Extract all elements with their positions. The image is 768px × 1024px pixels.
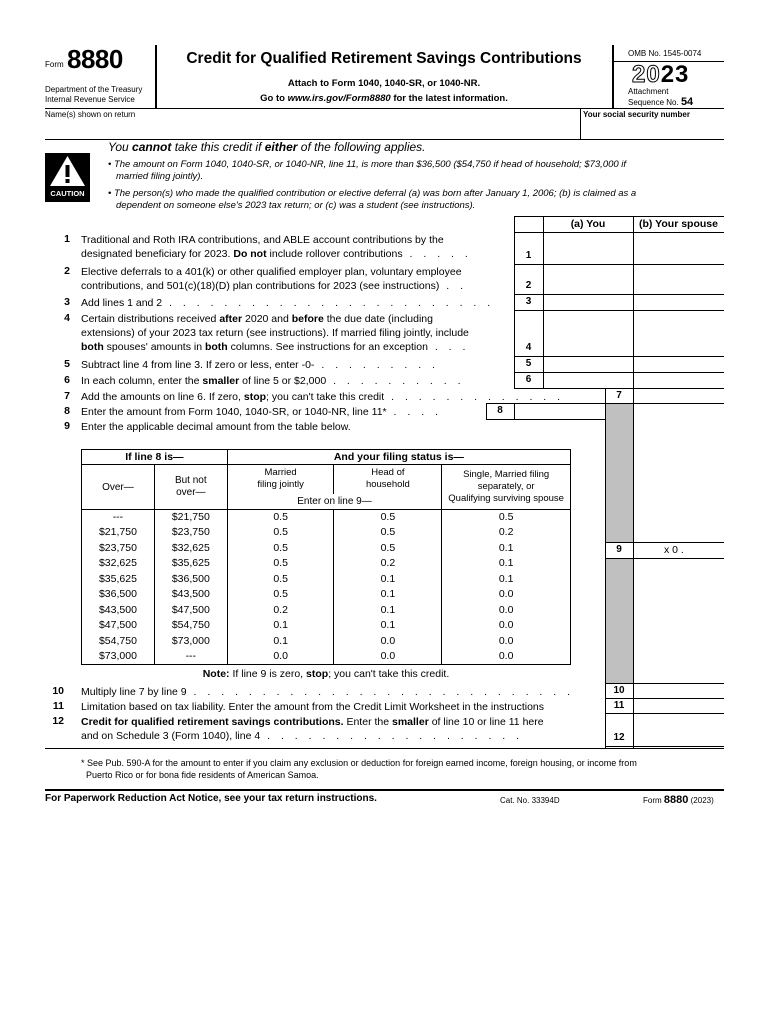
- box-number-12: 12: [613, 732, 625, 743]
- line10-field[interactable]: [634, 684, 723, 697]
- dept-treasury: Department of the Treasury: [45, 85, 143, 94]
- line-number-6: 6: [64, 374, 70, 386]
- ssn-label: Your social security number: [583, 110, 690, 119]
- table-cell: $21,750: [82, 525, 155, 541]
- box-number-3: 3: [525, 296, 532, 307]
- col-mfj: Married filing jointly: [227, 465, 334, 494]
- col-over: Over—: [82, 465, 155, 510]
- table-cell: ---: [82, 510, 155, 526]
- attach-instruction: Attach to Form 1040, 1040-SR, or 1040-NR.: [287, 78, 481, 89]
- column-header-you: (a) You: [570, 218, 606, 230]
- box-number-9: 9: [616, 544, 622, 555]
- table-cell: 0.2: [442, 525, 571, 541]
- line-number-4: 4: [64, 312, 70, 324]
- table-cell: 0.1: [227, 634, 334, 650]
- table-head-if: If line 8 is—: [82, 450, 228, 465]
- line6-text: In each column, enter the smaller of line 5 or $2,000 . . . . . . . . . .: [81, 375, 465, 387]
- line-number-10: 10: [52, 685, 64, 697]
- line-number-2: 2: [64, 265, 70, 277]
- table-cell: $47,500: [154, 603, 227, 619]
- line1-you-field[interactable]: [544, 233, 632, 263]
- table-cell: 0.5: [227, 572, 334, 588]
- col-hoh: Head of household: [334, 465, 442, 494]
- goto-instruction: Go to www.irs.gov/Form8880 for the latest information.: [260, 93, 508, 104]
- enter-on-line9: Enter on line 9—: [227, 494, 442, 510]
- omb-number: OMB No. 1545-0074: [628, 49, 702, 58]
- table-cell: 0.0: [442, 587, 571, 603]
- table-cell: 0.1: [442, 556, 571, 572]
- table-cell: $36,500: [154, 572, 227, 588]
- line9-field[interactable]: x 0 .: [664, 544, 684, 556]
- table-cell: 0.5: [227, 525, 334, 541]
- line12-field[interactable]: [634, 714, 723, 745]
- table-cell: 0.5: [227, 541, 334, 557]
- box-number-1: 1: [525, 250, 532, 261]
- sequence-label: Sequence No. 54: [628, 96, 694, 108]
- table-cell: $73,000: [82, 649, 155, 665]
- line4-text: Certain distributions received after 2020 and before the due date (including extensions) of your 2023 tax return (see instructions). If married filing jointly, include both spouses' amounts in both columns. See instructions for an exception . . .: [81, 313, 470, 353]
- table-cell: ---: [154, 649, 227, 665]
- table-cell: $43,500: [82, 603, 155, 619]
- line5-text: Subtract line 4 from line 3. If zero or less, enter -0- . . . . . . . . .: [81, 359, 439, 371]
- tax-year: 2023: [632, 61, 690, 88]
- table-cell: $73,000: [154, 634, 227, 650]
- table-note: Note: If line 9 is zero, stop; you can't take this credit.: [202, 668, 450, 680]
- table-cell: 0.0: [442, 634, 571, 650]
- table-cell: $43,500: [154, 587, 227, 603]
- table-row: [82, 649, 571, 665]
- line9-text: Enter the applicable decimal amount from the table below.: [81, 421, 351, 433]
- table-row: [82, 618, 571, 634]
- table-cell: 0.5: [334, 541, 442, 557]
- box-number-6: 6: [525, 374, 532, 385]
- line-number-5: 5: [64, 358, 70, 370]
- table-cell: $23,750: [154, 525, 227, 541]
- paperwork-notice: For Paperwork Reduction Act Notice, see your tax return instructions.: [45, 793, 377, 804]
- line6-spouse-field[interactable]: [634, 373, 723, 387]
- col-butnot: But not over—: [154, 465, 227, 510]
- table-cell: $32,625: [82, 556, 155, 572]
- irs-url-link[interactable]: www.irs.gov/Form8880: [287, 93, 391, 104]
- caution-icon: CAUTION: [45, 153, 90, 202]
- table-cell: 0.0: [442, 603, 571, 619]
- line1-text: Traditional and Roth IRA contributions, and ABLE account contributions by the designated beneficiary for 2023. Do not include rollover contributions . . . . .: [81, 234, 472, 260]
- table-cell: 0.5: [227, 510, 334, 526]
- caution-lead: You cannot take this credit if either of the following applies.: [108, 140, 426, 154]
- table-cell: 0.0: [442, 618, 571, 634]
- names-label: Name(s) shown on return: [45, 110, 136, 119]
- table-cell: 0.0: [442, 649, 571, 665]
- line12-text: Credit for qualified retirement savings contributions. Enter the smaller of line 10 or line 11 here and on Schedule 3 (Form 1040), line 4 . . . . . . . . . . . . . . . . . . .: [81, 716, 544, 742]
- line-number-3: 3: [64, 296, 70, 308]
- table-cell: 0.5: [227, 587, 334, 603]
- form-title: Credit for Qualified Retirement Savings Contributions: [186, 50, 582, 67]
- table-row: [82, 556, 571, 572]
- table-cell: 0.2: [227, 603, 334, 619]
- table-cell: 0.1: [442, 541, 571, 557]
- table-cell: 0.1: [227, 618, 334, 634]
- line6-you-field[interactable]: [544, 373, 632, 387]
- table-row: [82, 603, 571, 619]
- table-cell: $32,625: [154, 541, 227, 557]
- table-row: [82, 587, 571, 603]
- box-number-10: 10: [613, 685, 625, 696]
- line7-text: Add the amounts on line 6. If zero, stop; you can't take this credit . . . . . . . . . . . . .: [81, 391, 565, 403]
- line2-text: Elective deferrals to a 401(k) or other qualified employer plan, voluntary employee contributions, and 501(c)(18)(D) plan contributions for 2023 (see instructions) . .: [81, 266, 468, 292]
- line4-you-field[interactable]: [544, 311, 632, 355]
- line5-you-field[interactable]: [544, 357, 632, 371]
- table-cell: 0.1: [334, 603, 442, 619]
- line-number-8: 8: [64, 405, 70, 417]
- box-number-4: 4: [525, 342, 532, 353]
- line11-text: Limitation based on tax liability. Enter the amount from the Credit Limit Worksheet in the instructions: [81, 701, 544, 713]
- line11-field[interactable]: [634, 699, 723, 712]
- attachment-label: Attachment: [628, 87, 669, 96]
- table-cell: 0.1: [334, 618, 442, 634]
- line2-you-field[interactable]: [544, 265, 632, 293]
- line1-spouse-field[interactable]: [634, 233, 723, 263]
- table-cell: $35,625: [82, 572, 155, 588]
- table-cell: 0.5: [442, 510, 571, 526]
- table-row: [82, 634, 571, 650]
- form-number: 8880: [67, 44, 123, 74]
- table-cell: 0.1: [442, 572, 571, 588]
- box-number-5: 5: [525, 358, 532, 369]
- line-number-1: 1: [64, 233, 70, 245]
- cat-number: Cat. No. 33394D: [500, 796, 560, 805]
- footer-form-id: Form 8880 (2023): [643, 794, 714, 806]
- table-cell: $54,750: [82, 634, 155, 650]
- form-label: Form: [45, 60, 64, 69]
- line-number-12: 12: [52, 715, 64, 727]
- table-cell: 0.2: [334, 556, 442, 572]
- table-row: [82, 525, 571, 541]
- line8-field[interactable]: [515, 404, 604, 418]
- caution-bullet-1: • The amount on Form 1040, 1040-SR, or 1040-NR, line 11, is more than $36,500 ($54,750 if head of household; $73,000 if married filing jointly).: [108, 159, 627, 182]
- line4-spouse-field[interactable]: [634, 311, 723, 355]
- table-cell: $54,750: [154, 618, 227, 634]
- box-number-7: 7: [616, 390, 622, 401]
- table-head-status: And your filing status is—: [227, 450, 570, 465]
- line5-spouse-field[interactable]: [634, 357, 723, 371]
- table-row: [82, 510, 571, 526]
- line2-spouse-field[interactable]: [634, 265, 723, 293]
- ssn-field[interactable]: [583, 119, 723, 138]
- line8-text: Enter the amount from Form 1040, 1040-SR, or 1040-NR, line 11* . . . .: [81, 406, 442, 418]
- box-number-2: 2: [525, 280, 532, 291]
- irs-label: Internal Revenue Service: [45, 95, 135, 104]
- line-number-9: 9: [64, 420, 70, 432]
- table-cell: $36,500: [82, 587, 155, 603]
- box-number-8: 8: [497, 405, 503, 416]
- decimal-table: [81, 449, 571, 665]
- table-cell: $47,500: [82, 618, 155, 634]
- table-cell: $21,750: [154, 510, 227, 526]
- line3-you-field[interactable]: [544, 295, 632, 309]
- line7-field[interactable]: [634, 389, 723, 402]
- table-cell: 0.0: [227, 649, 334, 665]
- table-cell: 0.5: [227, 556, 334, 572]
- table-cell: 0.0: [334, 634, 442, 650]
- table-cell: 0.1: [334, 572, 442, 588]
- footnote: * See Pub. 590-A for the amount to enter if you claim any exclusion or deduction for foreign earned income, foreign housing, or income from Puerto Rico or for bona fide residents of American Samoa.: [81, 758, 637, 780]
- caution-bullet-2: • The person(s) who made the qualified contribution or elective deferral (a) was born after January 1, 2006; (b) is claimed as a dependent on someone else's 2023 tax return; or (c) was a student (see instructions).: [108, 188, 637, 211]
- line3-spouse-field[interactable]: [634, 295, 723, 309]
- line3-text: Add lines 1 and 2 . . . . . . . . . . . . . . . . . . . . . . . .: [81, 297, 495, 309]
- line10-text: Multiply line 7 by line 9 . . . . . . . . . . . . . . . . . . . . . . . . . . . .: [81, 686, 575, 698]
- line-number-7: 7: [64, 390, 70, 402]
- table-row: [82, 572, 571, 588]
- table-cell: 0.5: [334, 525, 442, 541]
- table-cell: $23,750: [82, 541, 155, 557]
- table-cell: 0.0: [334, 649, 442, 665]
- table-row: [82, 541, 571, 557]
- col-single: Single, Married filing separately, or Qualifying surviving spouse: [442, 465, 571, 510]
- box-number-11: 11: [613, 700, 625, 711]
- name-field[interactable]: [45, 119, 578, 138]
- table-cell: 0.5: [334, 510, 442, 526]
- table-cell: $35,625: [154, 556, 227, 572]
- column-header-spouse: (b) Your spouse: [639, 218, 718, 230]
- line-number-11: 11: [52, 700, 64, 712]
- table-cell: 0.1: [334, 587, 442, 603]
